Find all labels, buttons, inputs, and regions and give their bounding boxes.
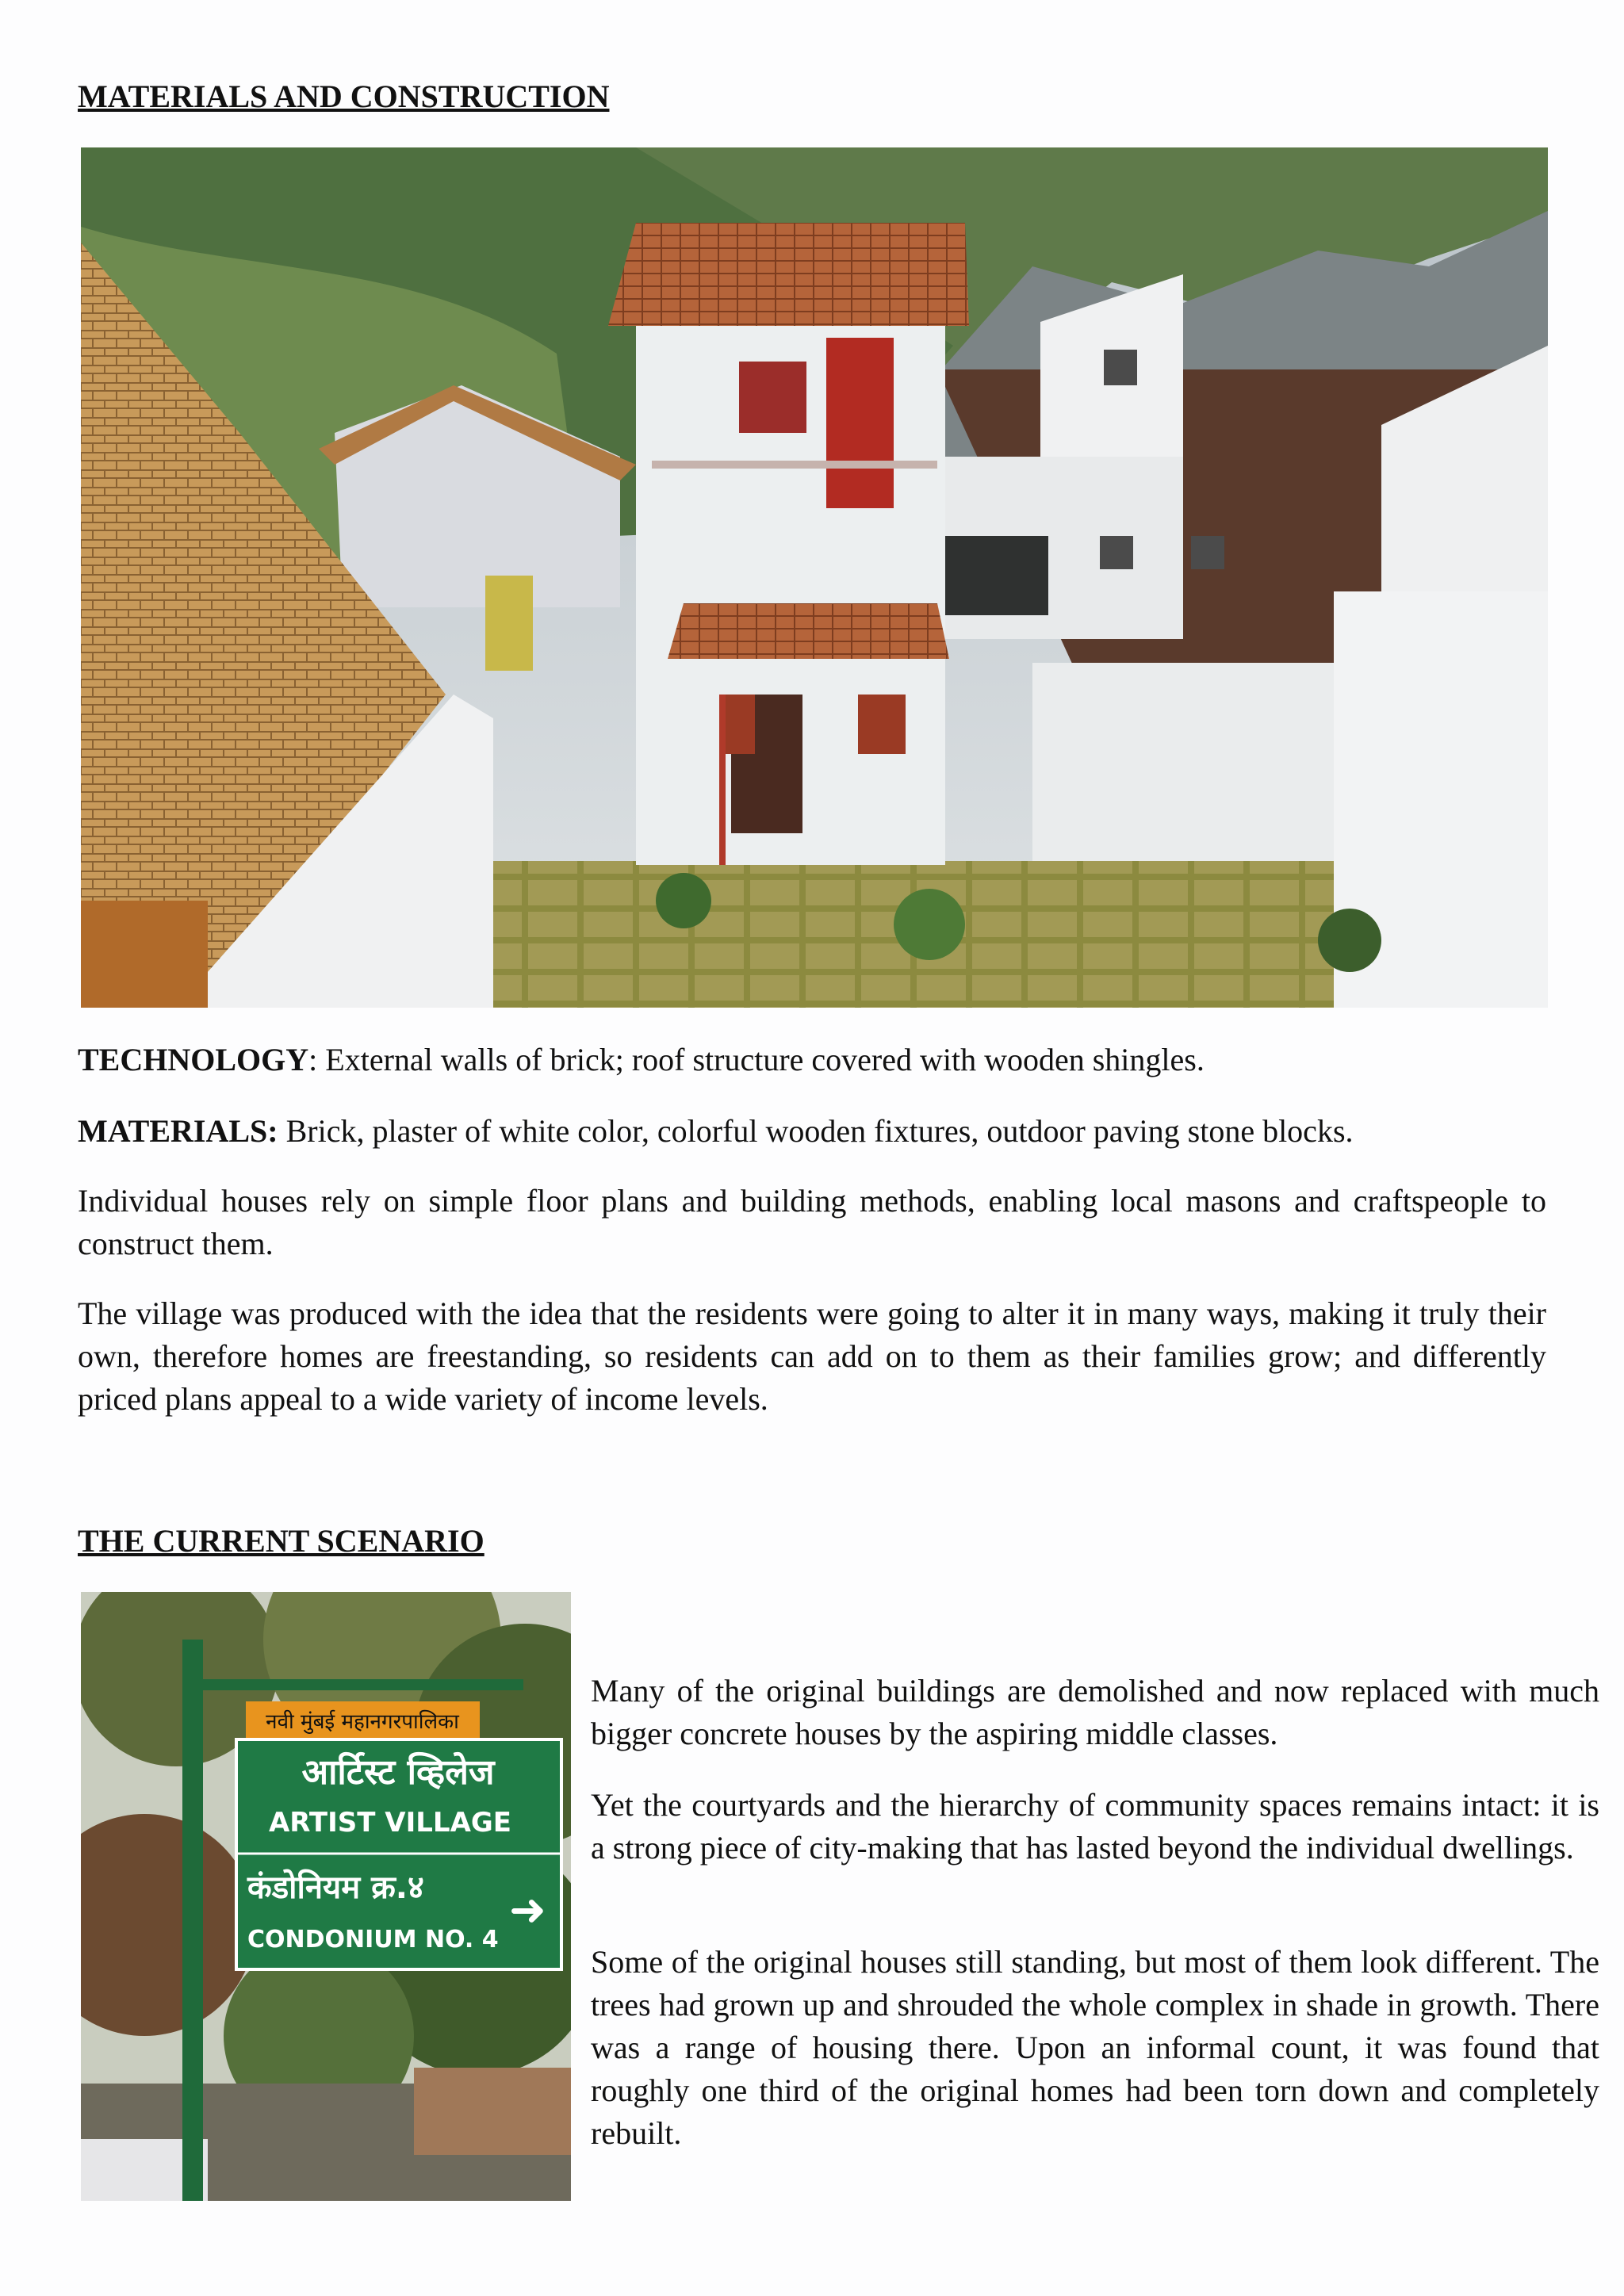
technology-paragraph [78, 1039, 1546, 1081]
materials-paragraph [78, 1110, 1546, 1153]
materials-label: MATERIALS: [78, 1113, 278, 1149]
village-houses-photo [81, 147, 1548, 1008]
sign-header-text: नवी मुंबई महानगरपालिका [266, 1710, 459, 1734]
village-idea-paragraph: The village was produced with the idea that the residents were going to alter it in many ways, making it truly their own, therefore homes are freestanding, so residents can add on to them as their families grow; and differently priced plans appeal to a wide variety of income levels. [78, 1295, 1546, 1417]
section-heading-current-scenario: THE CURRENT SCENARIO [78, 1523, 485, 1559]
section-heading-materials: MATERIALS AND CONSTRUCTION [78, 78, 610, 114]
materials-text: Brick, plaster of white color, colorful wooden fixtures, outdoor paving stone blocks. [278, 1113, 1354, 1149]
sign-english-subtitle: CONDONIUM NO. 4 [247, 1926, 499, 1954]
floor-plans-paragraph: Individual houses rely on simple floor plans and building methods, enabling local masons and craftspeople to construct them. [78, 1183, 1546, 1261]
technology-label: TECHNOLOGY [78, 1042, 309, 1077]
artist-village-sign-photo [81, 1592, 571, 2201]
sign-marathi-subtitle: कंडोनियम क्र.४ [247, 1869, 424, 1906]
original-houses-paragraph: Some of the original houses still standing, but most of them look different. The trees had grown up and shrouded the whole complex in shade in growth. There was a range of housing there. Upon an informal count, it was found that roughly one third of the original homes had been torn down and completely rebuilt. [591, 1944, 1599, 2151]
courtyards-paragraph: Yet the courtyards and the hierarchy of community spaces remains intact: it is a strong piece of city-making that has lasted beyond the individual dwellings. [591, 1787, 1599, 1866]
sign-marathi-title: आर्टिस्ट व्हिलेज [301, 1752, 495, 1793]
demolished-paragraph: Many of the original buildings are demolished and now replaced with much bigger concrete houses by the aspiring middle classes. [591, 1673, 1599, 1751]
arrow-right-icon: ➜ [509, 1885, 546, 1936]
sign-english-title: ARTIST VILLAGE [268, 1807, 512, 1839]
technology-text: : External walls of brick; roof structure covered with wooden shingles. [308, 1042, 1205, 1077]
